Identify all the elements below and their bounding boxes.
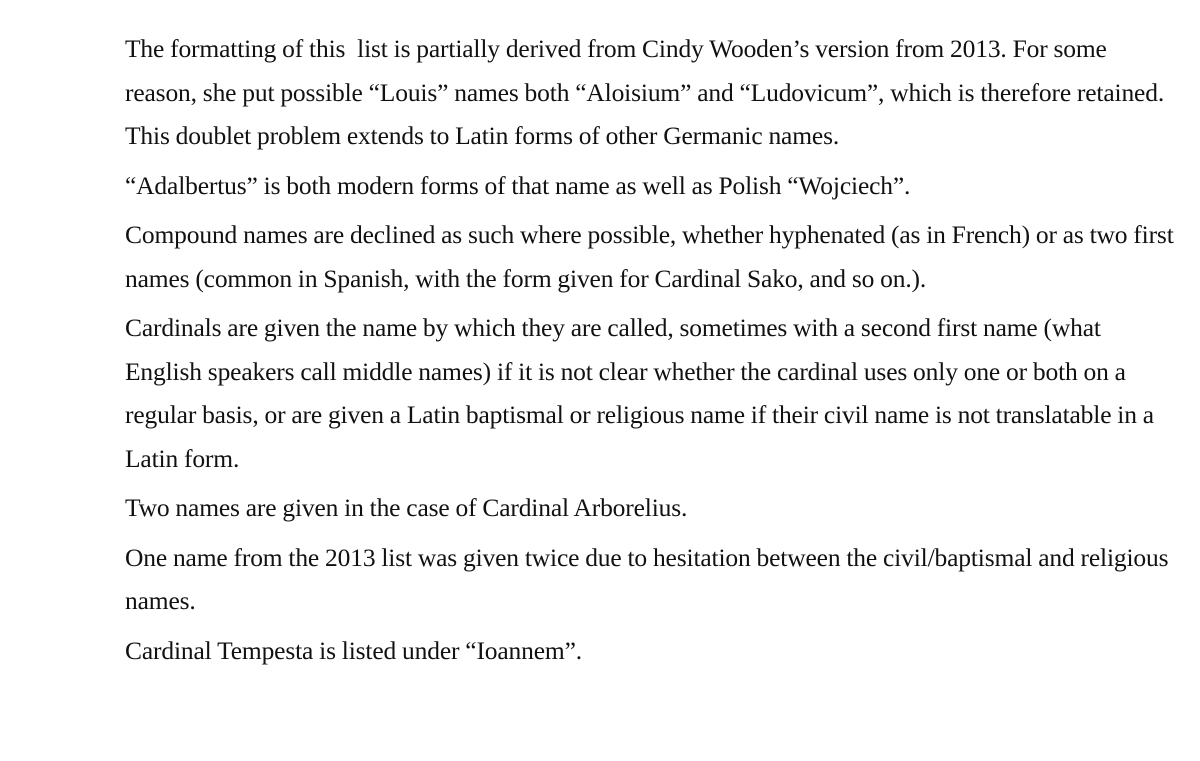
paragraph-tempesta: Cardinal Tempesta is listed under “Ioannem”. xyxy=(125,635,583,665)
paragraph-arborelius: Two names are given in the case of Cardinal Arborelius. xyxy=(125,493,688,522)
document-body xyxy=(125,27,1180,678)
paragraph-2013-list: One name from the 2013 list was given twice due to hesitation between the civil/baptismal and religious names. xyxy=(125,542,1175,615)
paragraph-adalbertus: “Adalbertus” is both modern forms of that name as well as Polish “Wojciech”. xyxy=(125,170,911,200)
paragraph-cardinal-naming: Cardinals are given the name by which they are called, sometimes with a second first name (what English speakers call middle names) if it is not clear whether the cardinal uses only one or both on a regular basis, or are given a Latin baptismal or religious name if their civil name is not translatable in a Latin form. xyxy=(125,313,1160,473)
paragraph-formatting-source: The formatting of this list is partially derived from Cindy Wooden’s version from 2013. For some reason, she put possible “Louis” names both “Aloisium” and “Ludovicum”, which is therefore retained. This doublet problem extends to Latin forms of other Germanic names. xyxy=(125,34,1170,150)
paragraph-compound-names: Compound names are declined as such where possible, whether hyphenated (as in French) or as two first names (common in Spanish, with the form given for Cardinal Sako, and so on.). xyxy=(125,220,1180,293)
